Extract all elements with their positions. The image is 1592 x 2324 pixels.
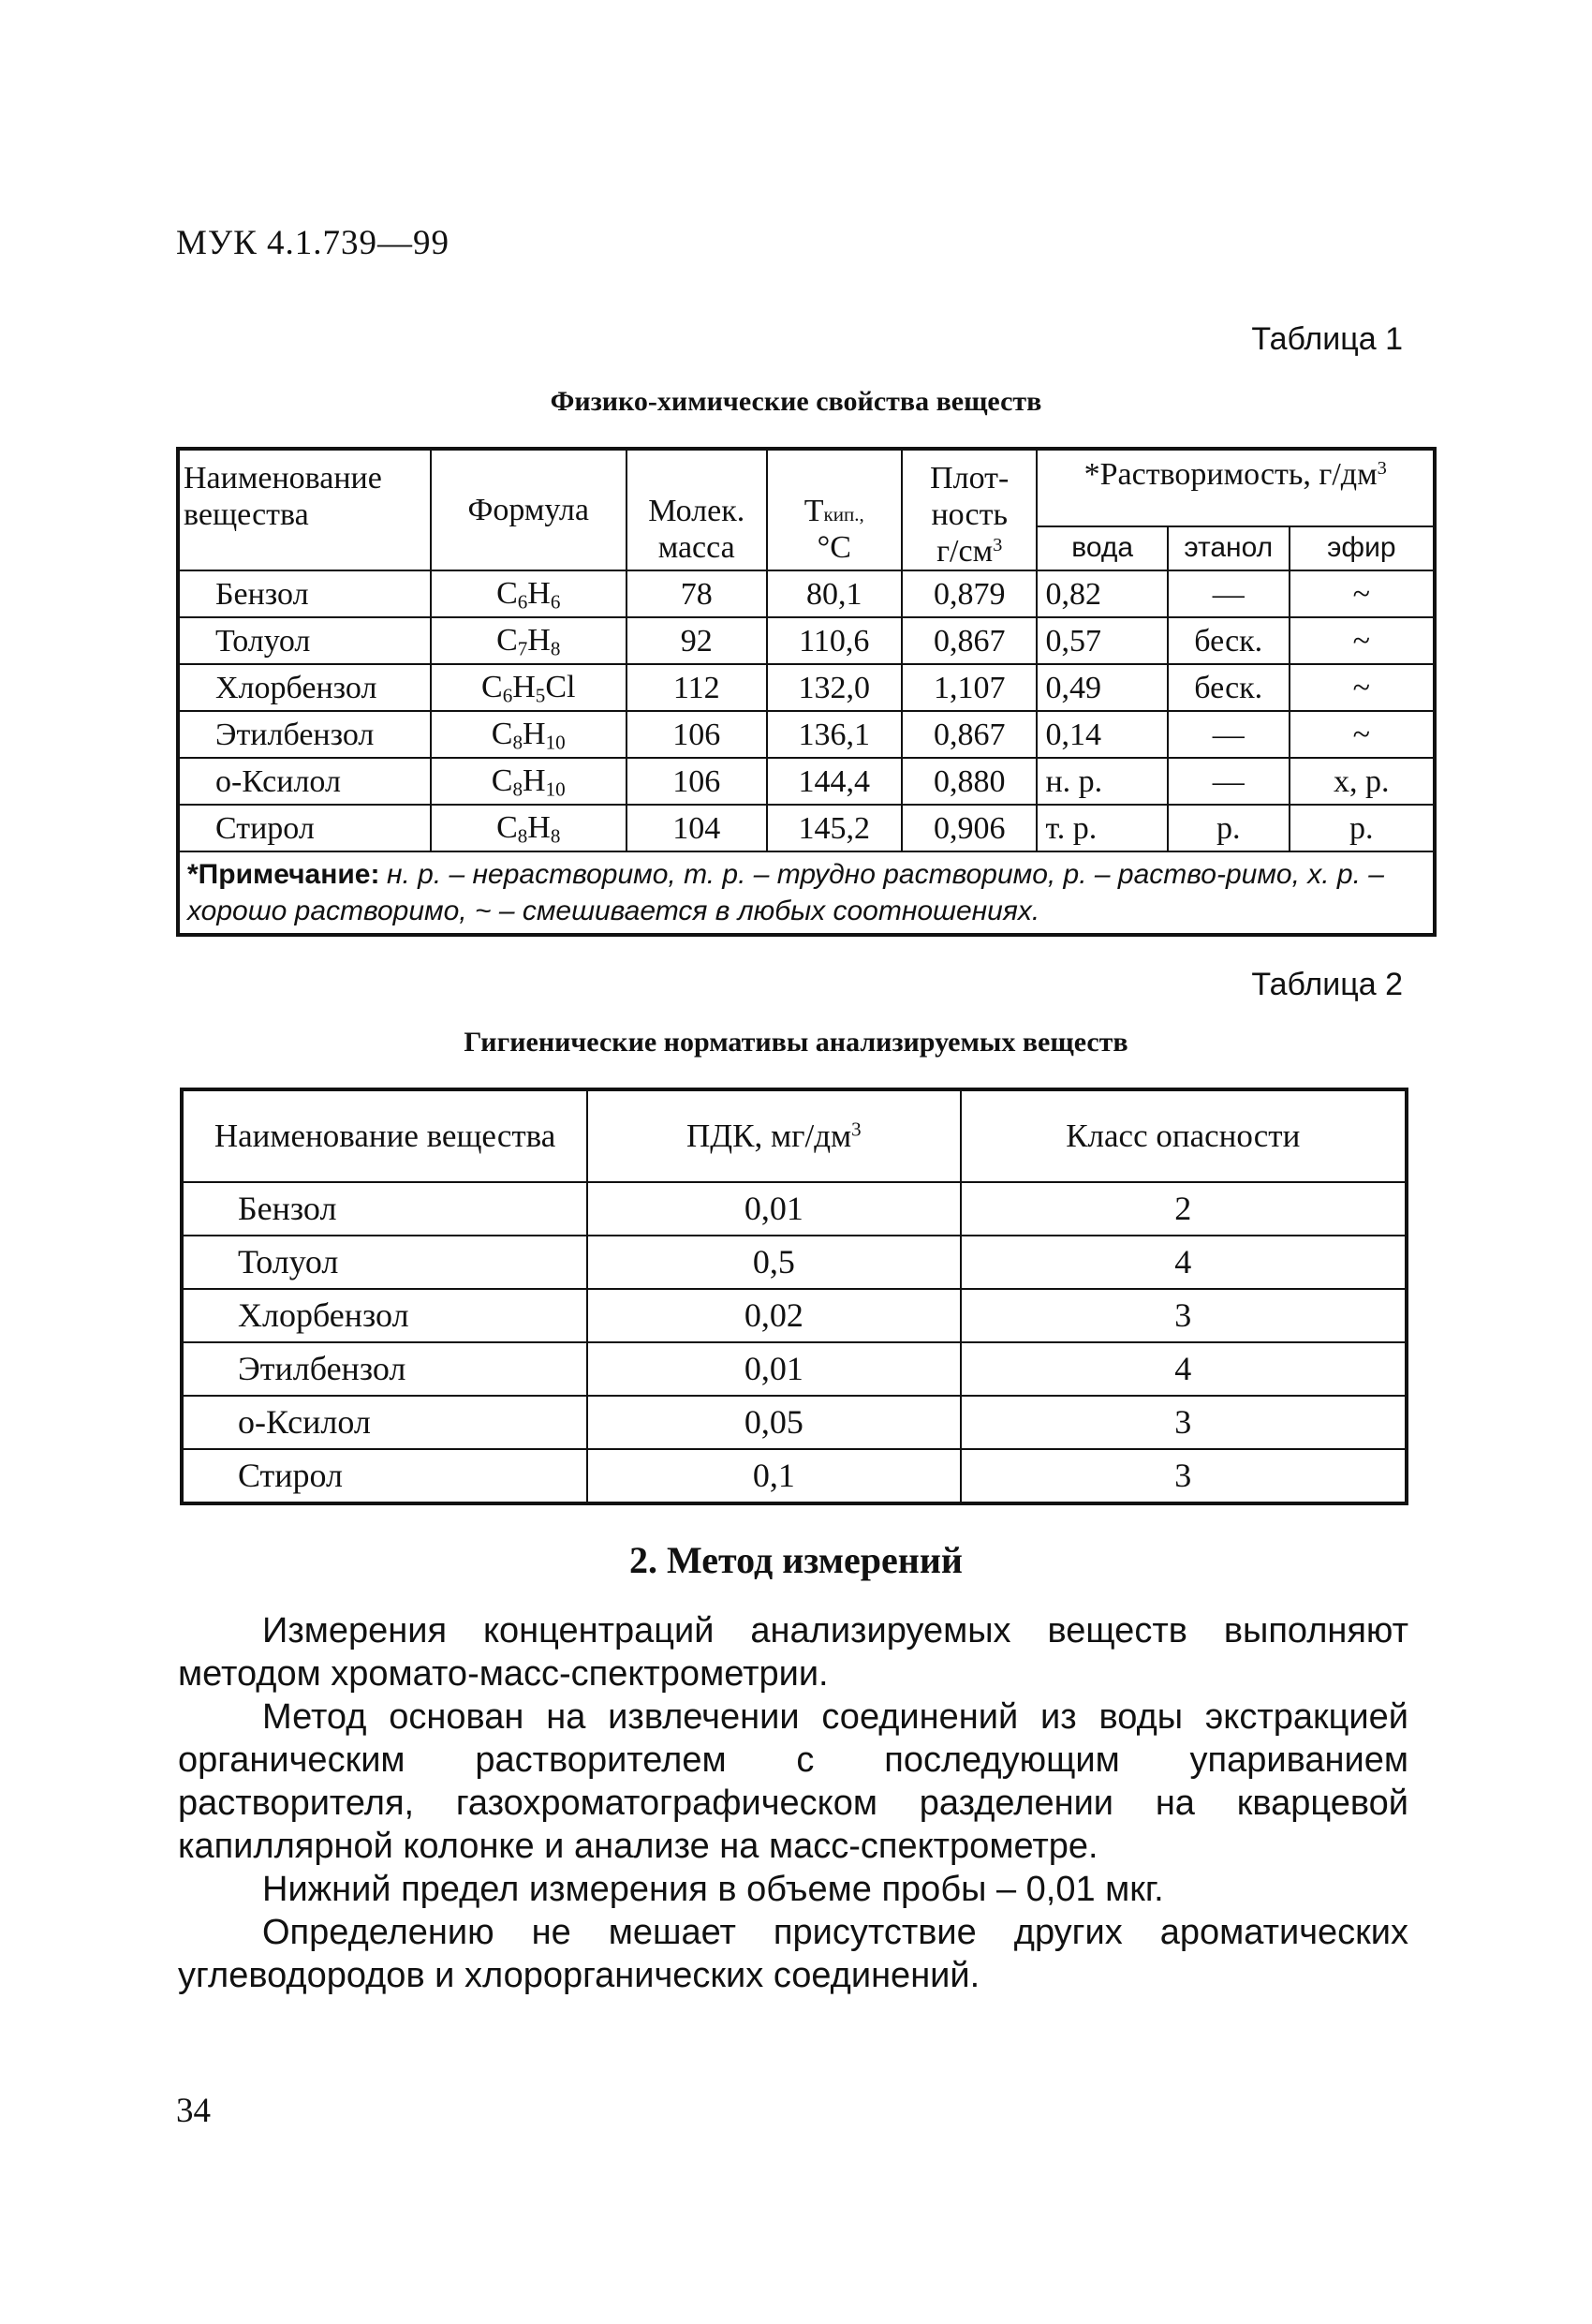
cell-ether: р.	[1290, 805, 1435, 851]
cell-density: 0,867	[902, 711, 1038, 758]
cell-hazard: 3	[961, 1289, 1407, 1342]
cell-name: Этилбензол	[182, 1342, 587, 1396]
cell-mass: 106	[626, 758, 767, 805]
cell-density: 0,880	[902, 758, 1038, 805]
cell-pdk: 0,1	[587, 1449, 960, 1503]
document-id: МУК 4.1.739—99	[176, 224, 450, 262]
page-number: 34	[176, 2092, 211, 2130]
header-water: вода	[1037, 526, 1167, 570]
note-text: н. р. – нерастворимо, т. р. – трудно растворимо, р. – раство-римо, х. р. – хорошо растворимо, ~ – смешивается в любых соотношениях.	[187, 859, 1384, 927]
cell-water: 0,57	[1037, 617, 1167, 664]
cell-ethanol: беск.	[1168, 664, 1290, 711]
header-formula: Формула	[431, 449, 626, 570]
table-note-row	[178, 851, 1435, 935]
table1-label: Таблица 1	[1251, 321, 1403, 357]
header-ether: эфир	[1290, 526, 1435, 570]
table-row	[182, 1342, 1407, 1396]
table-row	[178, 617, 1435, 664]
cell-density: 0,906	[902, 805, 1038, 851]
header-boiling-point	[767, 449, 902, 570]
cell-mass: 92	[626, 617, 767, 664]
table-row	[182, 1449, 1407, 1503]
header-hazard-class: Класс опасности	[961, 1089, 1407, 1182]
table-row	[178, 805, 1435, 851]
paragraph: Измерения концентраций анализируемых веществ выполняют методом хромато-масс-спектрометрии.	[178, 1611, 1408, 1694]
section-heading: 2. Метод измерений	[629, 1539, 963, 1581]
cell-ether: х, р.	[1290, 758, 1435, 805]
cell-name: Толуол	[178, 617, 431, 664]
cell-ethanol: —	[1168, 711, 1290, 758]
cell-name: Стирол	[182, 1449, 587, 1503]
boiling-t-symbol: Т	[803, 494, 824, 529]
cell-name: Толуол	[182, 1236, 587, 1289]
cell-density: 0,867	[902, 617, 1038, 664]
cell-hazard: 4	[961, 1236, 1407, 1289]
section-body	[178, 1609, 1408, 1997]
cell-water: т. р.	[1037, 805, 1167, 851]
boiling-subscript: кип.,	[823, 503, 864, 526]
header-substance-name: Наименование вещества	[178, 449, 431, 570]
cell-formula: $C_8H_{10}$	[431, 711, 626, 758]
cell-formula: $C_6H_5Cl$	[431, 664, 626, 711]
table-row	[182, 1396, 1407, 1449]
cell-mass: 104	[626, 805, 767, 851]
table-row	[182, 1236, 1407, 1289]
cell-ether: ~	[1290, 570, 1435, 617]
header-substance-name: Наименование вещества	[182, 1089, 587, 1182]
cell-hazard: 3	[961, 1449, 1407, 1503]
cell-formula: $C_8H_8$	[431, 805, 626, 851]
header-molar-mass: Молек. масса	[626, 449, 767, 570]
cell-ether: ~	[1290, 617, 1435, 664]
cell-name: Хлорбензол	[178, 664, 431, 711]
table-row	[178, 664, 1435, 711]
cell-ethanol: беск.	[1168, 617, 1290, 664]
paragraph: Определению не мешает присутствие других ароматических углеводородов и хлорорганических соединений.	[178, 1913, 1408, 1995]
cell-pdk: 0,05	[587, 1396, 960, 1449]
table2-title: Гигиенические нормативы анализируемых веществ	[464, 1027, 1128, 1058]
table-row	[178, 758, 1435, 805]
table-note	[178, 851, 1435, 935]
boiling-unit: °С	[817, 530, 851, 566]
cell-boil: 132,0	[767, 664, 902, 711]
cell-mass: 78	[626, 570, 767, 617]
cell-boil: 144,4	[767, 758, 902, 805]
table-header-row	[178, 449, 1435, 526]
cell-boil: 110,6	[767, 617, 902, 664]
cell-formula: $C_7H_8$	[431, 617, 626, 664]
cell-name: Бензол	[182, 1182, 587, 1236]
cell-name: Стирол	[178, 805, 431, 851]
cell-pdk: 0,5	[587, 1236, 960, 1289]
cell-hazard: 2	[961, 1182, 1407, 1236]
properties-table	[176, 447, 1437, 937]
cell-boil: 136,1	[767, 711, 902, 758]
cell-formula: $C_8H_{10}$	[431, 758, 626, 805]
cell-water: н. р.	[1037, 758, 1167, 805]
cell-water: 0,49	[1037, 664, 1167, 711]
cell-pdk: 0,02	[587, 1289, 960, 1342]
cell-density: 0,879	[902, 570, 1038, 617]
cell-hazard: 3	[961, 1396, 1407, 1449]
cell-mass: 106	[626, 711, 767, 758]
table-row	[182, 1289, 1407, 1342]
table1-title: Физико-химические свойства веществ	[550, 386, 1042, 417]
table-row	[182, 1182, 1407, 1236]
header-density	[902, 449, 1038, 570]
table2-label: Таблица 2	[1251, 967, 1403, 1002]
cell-name: Бензол	[178, 570, 431, 617]
table-row	[178, 711, 1435, 758]
cell-pdk: 0,01	[587, 1182, 960, 1236]
density-unit: $г/см^3$	[936, 534, 1003, 570]
cell-name: Хлорбензол	[182, 1289, 587, 1342]
table-header-row	[182, 1089, 1407, 1182]
cell-boil: 145,2	[767, 805, 902, 851]
note-label: *Примечание:	[187, 859, 380, 891]
hygiene-norms-table	[180, 1088, 1408, 1505]
cell-pdk: 0,01	[587, 1342, 960, 1396]
cell-ether: ~	[1290, 664, 1435, 711]
density-label: Плот-ность	[930, 461, 1010, 533]
cell-boil: 80,1	[767, 570, 902, 617]
cell-ether: ~	[1290, 711, 1435, 758]
cell-density: 1,107	[902, 664, 1038, 711]
cell-water: 0,14	[1037, 711, 1167, 758]
cell-ethanol: р.	[1168, 805, 1290, 851]
header-solubility: *Растворимость, $г/дм^3$	[1037, 449, 1435, 526]
cell-water: 0,82	[1037, 570, 1167, 617]
cell-name: Этилбензол	[178, 711, 431, 758]
table-row	[178, 570, 1435, 617]
cell-formula: $C_6H_6$	[431, 570, 626, 617]
cell-mass: 112	[626, 664, 767, 711]
header-pdk: ПДК, $мг/дм^3$	[587, 1089, 960, 1182]
cell-ethanol: —	[1168, 758, 1290, 805]
paragraph: Метод основан на извлечении соединений из воды экстракцией органическим растворителем с последующим упариванием растворителя, газохроматографическом разделении на кварцевой капиллярной колонке и анализе на масс-спектрометре.	[178, 1697, 1408, 1866]
cell-ethanol: —	[1168, 570, 1290, 617]
cell-name: о-Ксилол	[182, 1396, 587, 1449]
header-ethanol: этанол	[1168, 526, 1290, 570]
cell-hazard: 4	[961, 1342, 1407, 1396]
paragraph: Нижний предел измерения в объеме пробы – 0,01 мкг.	[262, 1870, 1164, 1909]
cell-name: о-Ксилол	[178, 758, 431, 805]
